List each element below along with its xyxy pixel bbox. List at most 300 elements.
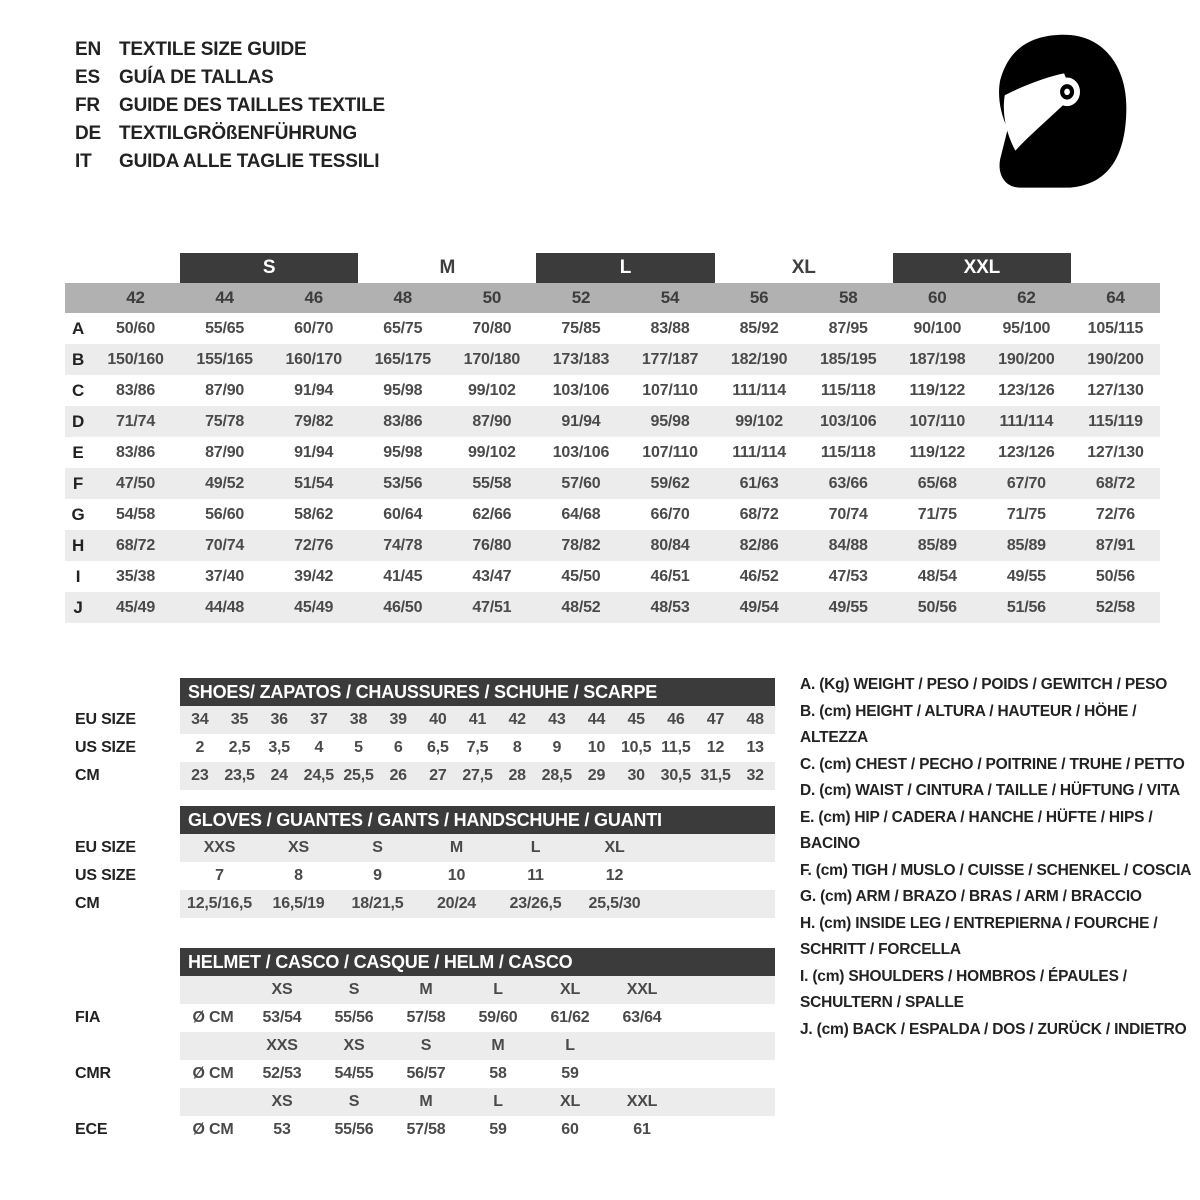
numeric-size-cell: 64 <box>1106 288 1125 307</box>
textile-size-table <box>65 253 1160 623</box>
measurement-cell: 61/63 <box>739 475 779 492</box>
size-group-label: L <box>536 253 714 283</box>
table-row <box>65 706 775 734</box>
row-values <box>180 762 775 790</box>
shoes-title-row <box>65 678 775 706</box>
measurement-cell: 87/90 <box>205 382 245 399</box>
size-cell: M <box>449 839 464 856</box>
measurement-cell: 123/126 <box>998 444 1055 461</box>
size-cell: 18/21,5 <box>351 895 404 912</box>
measurement-cell: 47/51 <box>472 599 512 616</box>
size-cell: 8 <box>294 867 303 884</box>
table-row <box>65 375 1160 406</box>
size-cell: 41 <box>468 711 487 728</box>
numeric-size-cell: 44 <box>215 288 234 307</box>
size-cell: 39 <box>389 711 407 728</box>
measurement-cell: 61 <box>633 1121 651 1138</box>
size-cell: 47 <box>706 711 725 728</box>
measurement-rows <box>65 313 1160 623</box>
size-cell: XS <box>271 1093 293 1110</box>
size-cell: 9 <box>373 867 382 884</box>
measurement-cell: 115/119 <box>1088 413 1143 430</box>
language-code: FR <box>75 95 100 116</box>
row-letter: F <box>72 474 84 493</box>
numeric-size-cell: 62 <box>1017 288 1036 307</box>
size-cell: 6,5 <box>427 739 449 756</box>
size-cell: 12 <box>706 739 725 756</box>
measurement-cell: 48/54 <box>917 568 957 585</box>
legend-item: D. (cm) WAIST / CINTURA / TAILLE / HÜFTUNG / VITA <box>800 782 1180 799</box>
measurement-cell: 91/94 <box>561 413 601 430</box>
table-row <box>65 1032 775 1060</box>
row-letter: J <box>73 598 83 617</box>
size-cell: XS <box>271 981 293 998</box>
measurement-cell: 46/52 <box>739 568 779 585</box>
size-cell: 25,5/30 <box>588 895 641 912</box>
size-cell: 34 <box>191 711 209 728</box>
size-cell: S <box>348 981 360 998</box>
measurement-cell: 53 <box>273 1121 291 1138</box>
measurement-cell: 53/56 <box>383 475 423 492</box>
measurement-cell: 115/118 <box>820 444 876 461</box>
measurement-cell: 48/52 <box>561 599 601 616</box>
size-cell: XS <box>288 839 309 856</box>
measurement-cell: 55/65 <box>205 320 245 337</box>
size-cell: S <box>348 1093 360 1110</box>
size-cell: 5 <box>354 739 363 756</box>
numeric-size-cell: 58 <box>838 288 858 307</box>
size-cell: L <box>493 1093 503 1110</box>
size-cell: 43 <box>548 711 566 728</box>
diameter-cell: Ø CM <box>192 1009 234 1026</box>
size-cell: XXS <box>266 1037 298 1054</box>
row-values <box>180 890 775 918</box>
language-row <box>75 92 385 120</box>
measurement-cell: 78/82 <box>561 537 601 554</box>
numeric-size-cell: 52 <box>571 288 591 307</box>
language-code: ES <box>75 67 100 88</box>
measurement-cell: 49/55 <box>828 599 868 616</box>
table-row <box>65 313 1160 344</box>
measurement-cell: 50/60 <box>116 320 156 337</box>
measurement-cell: 155/165 <box>196 351 253 368</box>
size-cell <box>606 1032 678 1060</box>
legend-item: E. (cm) HIP / CADERA / HANCHE / HÜFTE / HIPS / BACINO <box>800 808 1153 852</box>
measurement-cell: 72/76 <box>1095 506 1135 523</box>
measurement-cell: 83/86 <box>116 382 156 399</box>
measurement-cell: 91/94 <box>294 444 334 461</box>
size-cell: 27 <box>429 767 447 784</box>
size-cell: 23/26,5 <box>509 895 562 912</box>
row-values <box>180 706 775 734</box>
legend-item: G. (cm) ARM / BRAZO / BRAS / ARM / BRACCIO <box>800 888 1142 905</box>
measurement-cell: 44/48 <box>205 599 245 616</box>
size-cell: M <box>419 981 433 998</box>
measurement-cell: 91/94 <box>294 382 334 399</box>
table-row <box>65 976 775 1004</box>
size-cell: 36 <box>270 711 288 728</box>
measurement-cell: 87/90 <box>205 444 245 461</box>
measurement-cell: 71/74 <box>116 413 156 430</box>
size-cell: 25,5 <box>343 767 374 784</box>
table-row <box>65 734 775 762</box>
measurement-cell: 87/91 <box>1095 537 1135 554</box>
numeric-size-cell: 48 <box>393 288 413 307</box>
measurement-cell: 46/50 <box>383 599 423 616</box>
size-cell: 3,5 <box>268 739 290 756</box>
table-row <box>65 499 1160 530</box>
legend-item: F. (cm) TIGH / MUSLO / CUISSE / SCHENKEL / COSCIA <box>800 861 1192 879</box>
row-values <box>180 1004 775 1032</box>
numeric-size-cell: 46 <box>304 288 323 307</box>
numeric-size-cell: 56 <box>749 288 769 307</box>
legend-item: C. (cm) CHEST / PECHO / POITRINE / TRUHE / PETTO <box>800 755 1185 773</box>
measurement-cell: 51/54 <box>294 475 334 492</box>
language-code: DE <box>75 123 101 144</box>
measurement-cell: 59 <box>561 1065 579 1082</box>
row-letter: I <box>75 567 81 586</box>
measurement-cell: 55/58 <box>472 475 512 492</box>
size-cell: 24 <box>270 767 288 784</box>
measurement-cell: 60/64 <box>383 506 423 523</box>
measurement-cell: 76/80 <box>472 537 512 554</box>
row-letter: E <box>72 443 84 462</box>
size-cell: 10 <box>447 867 466 884</box>
gloves-section-title: GLOVES / GUANTES / GANTS / HANDSCHUHE / GUANTI <box>180 806 775 834</box>
measurement-cell: 99/102 <box>735 413 783 430</box>
measurement-cell: 63/66 <box>828 475 868 492</box>
size-cell: 48 <box>746 711 764 728</box>
size-cell: S <box>372 839 383 856</box>
size-cell: XL <box>559 1093 581 1110</box>
size-cell: 30 <box>627 767 645 784</box>
measurement-cell: 65/68 <box>917 475 957 492</box>
legend-item: I. (cm) SHOULDERS / HOMBROS / ÉPAULES / SCHULTERN / SPALLE <box>800 967 1127 1011</box>
measurement-cell: 190/200 <box>1087 351 1144 368</box>
measurement-cell: 63/64 <box>622 1009 662 1026</box>
measurement-cell: 49/55 <box>1006 568 1046 585</box>
measurement-cell: 59/62 <box>650 475 690 492</box>
size-cell: 24,5 <box>303 767 334 784</box>
measurement-cell: 37/40 <box>205 568 245 585</box>
guide-title: GUIDE DES TAILLES TEXTILE <box>119 95 385 116</box>
table-row <box>65 1116 775 1144</box>
size-cell: 9 <box>552 739 562 756</box>
measurement-cell: 68/72 <box>116 537 156 554</box>
size-cell: 40 <box>429 711 447 728</box>
size-cell: 42 <box>508 711 526 728</box>
racing-helmet-icon <box>985 28 1137 196</box>
size-cell: XXL <box>626 1093 658 1110</box>
measurement-cell: 57/58 <box>406 1121 446 1138</box>
row-label: ECE <box>75 1121 108 1138</box>
size-cell: 28 <box>508 767 526 784</box>
measurement-cell: 75/85 <box>561 320 601 337</box>
measurement-cell: 111/114 <box>732 382 787 399</box>
measurement-cell: 45/49 <box>294 599 334 616</box>
row-label <box>65 1032 180 1060</box>
row-label: FIA <box>75 1009 101 1026</box>
measurement-cell: 111/114 <box>732 444 787 461</box>
measurement-cell: 173/183 <box>552 351 610 368</box>
row-label: EU SIZE <box>75 839 136 856</box>
row-letter: D <box>71 412 85 431</box>
size-cell: 38 <box>349 711 368 728</box>
measurement-cell: 56/57 <box>406 1065 446 1082</box>
measurement-cell: 41/45 <box>383 568 423 585</box>
shoes-size-table <box>65 678 775 790</box>
size-group-label: XL <box>791 257 816 278</box>
size-cell: 4 <box>314 739 324 756</box>
measurement-cell: 58/62 <box>294 506 334 523</box>
legend-item: B. (cm) HEIGHT / ALTURA / HAUTEUR / HÖHE / ALTEZZA <box>800 702 1137 746</box>
measurement-cell: 59 <box>489 1121 507 1138</box>
measurement-cell: 49/54 <box>739 599 779 616</box>
legend-item: H. (cm) INSIDE LEG / ENTREPIERNA / FOURCHE / SCHRITT / FORCELLA <box>800 914 1158 958</box>
size-cell: 23 <box>191 767 209 784</box>
legend-item: A. (Kg) WEIGHT / PESO / POIDS / GEWITCH / PESO <box>800 676 1168 693</box>
diameter-cell <box>180 1088 246 1116</box>
measurement-cell: 62/66 <box>472 506 512 523</box>
size-cell: 28,5 <box>541 767 572 784</box>
language-row <box>75 64 385 92</box>
measurement-cell: 56/60 <box>205 506 245 523</box>
measurement-cell: 35/38 <box>116 568 156 585</box>
measurement-cell: 49/52 <box>205 475 245 492</box>
spacer <box>65 678 180 706</box>
measurement-cell: 68/72 <box>739 506 779 523</box>
diameter-cell: Ø CM <box>192 1065 234 1082</box>
measurement-cell: 160/170 <box>285 351 342 368</box>
measurement-cell: 70/80 <box>472 320 512 337</box>
measurement-cell: 54/58 <box>116 506 156 523</box>
measurement-legend <box>800 672 1196 1043</box>
measurement-cell: 72/76 <box>294 537 334 554</box>
table-row <box>65 406 1160 437</box>
guide-title: TEXTILE SIZE GUIDE <box>119 39 307 60</box>
size-cell: 11 <box>527 867 544 884</box>
measurement-cell: 187/198 <box>909 351 966 368</box>
size-cell: 12 <box>605 867 624 884</box>
measurement-cell: 107/110 <box>642 444 698 461</box>
measurement-cell: 55/56 <box>334 1121 374 1138</box>
size-cell: 27,5 <box>462 767 493 784</box>
table-row <box>65 890 775 918</box>
measurement-cell: 182/190 <box>730 351 788 368</box>
language-row <box>75 36 385 64</box>
measurement-cell: 55/56 <box>334 1009 374 1026</box>
measurement-cell: 103/106 <box>552 444 610 461</box>
table-row <box>65 437 1160 468</box>
size-cell: XXL <box>626 981 658 998</box>
measurement-cell: 85/92 <box>739 320 779 337</box>
measurement-cell <box>606 1060 678 1088</box>
helmet-size-table <box>65 948 775 1144</box>
size-cell: M <box>491 1037 505 1054</box>
measurement-cell: 83/86 <box>383 413 423 430</box>
measurement-cell: 95/100 <box>1002 320 1051 337</box>
measurement-cell: 75/78 <box>205 413 245 430</box>
row-label: CM <box>75 767 100 784</box>
table-row <box>65 1004 775 1032</box>
table-row <box>65 561 1160 592</box>
measurement-cell: 170/180 <box>463 351 521 368</box>
size-cell: 29 <box>587 767 606 784</box>
size-cell: 35 <box>230 711 249 728</box>
language-title-list <box>75 36 385 176</box>
size-cell: 10 <box>587 739 606 756</box>
measurement-cell: 95/98 <box>650 413 690 430</box>
measurement-cell: 99/102 <box>467 444 516 461</box>
measurement-cell: 47/53 <box>828 568 868 585</box>
row-label: US SIZE <box>75 867 136 884</box>
measurement-cell: 67/70 <box>1006 475 1046 492</box>
measurement-cell: 70/74 <box>205 537 245 554</box>
row-label <box>65 1088 180 1116</box>
measurement-cell: 45/50 <box>561 568 601 585</box>
measurement-cell: 111/114 <box>999 413 1054 430</box>
spacer <box>65 806 180 834</box>
row-values <box>180 1088 775 1116</box>
measurement-cell: 123/126 <box>998 382 1055 399</box>
size-cell: L <box>493 981 503 998</box>
measurement-cell: 53/54 <box>262 1009 302 1026</box>
measurement-cell: 85/89 <box>917 537 957 554</box>
measurement-cell: 54/55 <box>334 1065 374 1082</box>
row-letter: C <box>71 381 85 400</box>
row-letter: B <box>71 350 85 369</box>
guide-title: TEXTILGRÖßENFÜHRUNG <box>119 123 357 144</box>
measurement-cell: 107/110 <box>642 382 698 399</box>
measurement-cell: 107/110 <box>909 413 966 430</box>
measurement-cell: 48/53 <box>650 599 690 616</box>
measurement-cell: 50/56 <box>917 599 957 616</box>
size-cell: XXS <box>203 839 236 856</box>
numeric-size-header-row <box>65 283 1160 313</box>
language-row <box>75 120 385 148</box>
row-letter: G <box>71 505 85 524</box>
measurement-cell: 43/47 <box>472 568 512 585</box>
measurement-cell: 52/53 <box>262 1065 302 1082</box>
size-cell: 46 <box>667 711 685 728</box>
row-label: US SIZE <box>75 739 136 756</box>
measurement-cell: 87/90 <box>472 413 512 430</box>
measurement-cell: 83/88 <box>650 320 690 337</box>
size-cell: 45 <box>627 711 645 728</box>
measurement-cell: 51/56 <box>1006 599 1046 616</box>
row-values <box>180 1116 775 1144</box>
measurement-cell: 115/118 <box>820 382 876 399</box>
size-cell: M <box>419 1093 433 1110</box>
measurement-cell: 84/88 <box>828 537 868 554</box>
measurement-cell: 85/89 <box>1006 537 1046 554</box>
corner-cell <box>65 283 91 313</box>
measurement-cell: 127/130 <box>1087 444 1144 461</box>
size-cell: 6 <box>393 739 403 756</box>
measurement-cell: 57/58 <box>406 1009 446 1026</box>
measurement-cell: 119/122 <box>909 444 966 461</box>
table-row <box>65 344 1160 375</box>
size-cell: 16,5/19 <box>272 895 325 912</box>
size-cell: 11,5 <box>661 739 691 756</box>
row-values <box>180 862 775 890</box>
size-group-label: XXL <box>893 253 1071 283</box>
measurement-cell: 50/56 <box>1095 568 1135 585</box>
size-cell: 32 <box>746 767 764 784</box>
measurement-cell: 105/115 <box>1087 320 1144 337</box>
guide-title: GUIDA ALLE TAGLIE TESSILI <box>119 151 380 172</box>
measurement-cell: 87/95 <box>828 320 868 337</box>
size-group-label: S <box>180 253 358 283</box>
measurement-cell: 82/86 <box>739 537 779 554</box>
measurement-cell: 103/106 <box>819 413 877 430</box>
measurement-cell: 65/75 <box>383 320 423 337</box>
measurement-cell: 177/187 <box>641 351 699 368</box>
row-values <box>180 1060 775 1088</box>
size-cell: 7,5 <box>466 739 489 756</box>
size-cell: 30,5 <box>660 767 691 784</box>
diameter-cell <box>180 976 246 1004</box>
size-cell: 44 <box>587 711 606 728</box>
measurement-cell: 95/98 <box>383 382 423 399</box>
row-label: EU SIZE <box>75 711 136 728</box>
measurement-cell: 71/75 <box>917 506 957 523</box>
measurement-cell: 74/78 <box>383 537 423 554</box>
table-row <box>65 530 1160 561</box>
row-label: CMR <box>75 1065 111 1082</box>
size-cell: 31,5 <box>700 767 731 784</box>
measurement-cell: 59/60 <box>478 1009 518 1026</box>
helmet-section-title: HELMET / CASCO / CASQUE / HELM / CASCO <box>180 948 775 976</box>
table-row <box>65 1088 775 1116</box>
size-cell: 10,5 <box>620 739 652 756</box>
numeric-size-cell: 50 <box>482 288 502 307</box>
measurement-cell: 57/60 <box>561 475 601 492</box>
measurement-cell: 39/42 <box>294 568 334 585</box>
size-cell: 12,5/16,5 <box>187 895 252 912</box>
measurement-cell: 190/200 <box>998 351 1055 368</box>
size-cell: L <box>565 1037 575 1054</box>
legend-item: J. (cm) BACK / ESPALDA / DOS / ZURÜCK / INDIETRO <box>800 1020 1187 1038</box>
measurement-cell: 66/70 <box>650 506 690 523</box>
size-cell: XL <box>604 839 625 856</box>
measurement-cell: 60/70 <box>294 320 334 337</box>
size-cell: 26 <box>389 767 407 784</box>
measurement-cell: 103/106 <box>552 382 610 399</box>
size-cell: XS <box>343 1037 365 1054</box>
measurement-cell: 68/72 <box>1095 475 1135 492</box>
numeric-size-cell: 42 <box>126 288 145 307</box>
table-row <box>65 834 775 862</box>
size-cell: 8 <box>512 739 522 756</box>
table-row <box>65 762 775 790</box>
measurement-cell: 150/160 <box>107 351 164 368</box>
measurement-cell: 45/49 <box>116 599 156 616</box>
size-cell: 13 <box>746 739 764 756</box>
measurement-cell: 99/102 <box>467 382 516 399</box>
size-group-header-row <box>65 253 1160 283</box>
measurement-cell: 83/86 <box>116 444 156 461</box>
measurement-cell: 64/68 <box>561 506 601 523</box>
measurement-cell: 52/58 <box>1095 599 1135 616</box>
measurement-cell: 61/62 <box>550 1009 590 1026</box>
row-letter: A <box>71 319 85 338</box>
row-values <box>180 976 775 1004</box>
size-cell: L <box>530 839 541 856</box>
guide-title: GUÍA DE TALLAS <box>119 67 274 88</box>
measurement-cell: 165/175 <box>374 351 431 368</box>
measurement-cell: 119/122 <box>909 382 966 399</box>
